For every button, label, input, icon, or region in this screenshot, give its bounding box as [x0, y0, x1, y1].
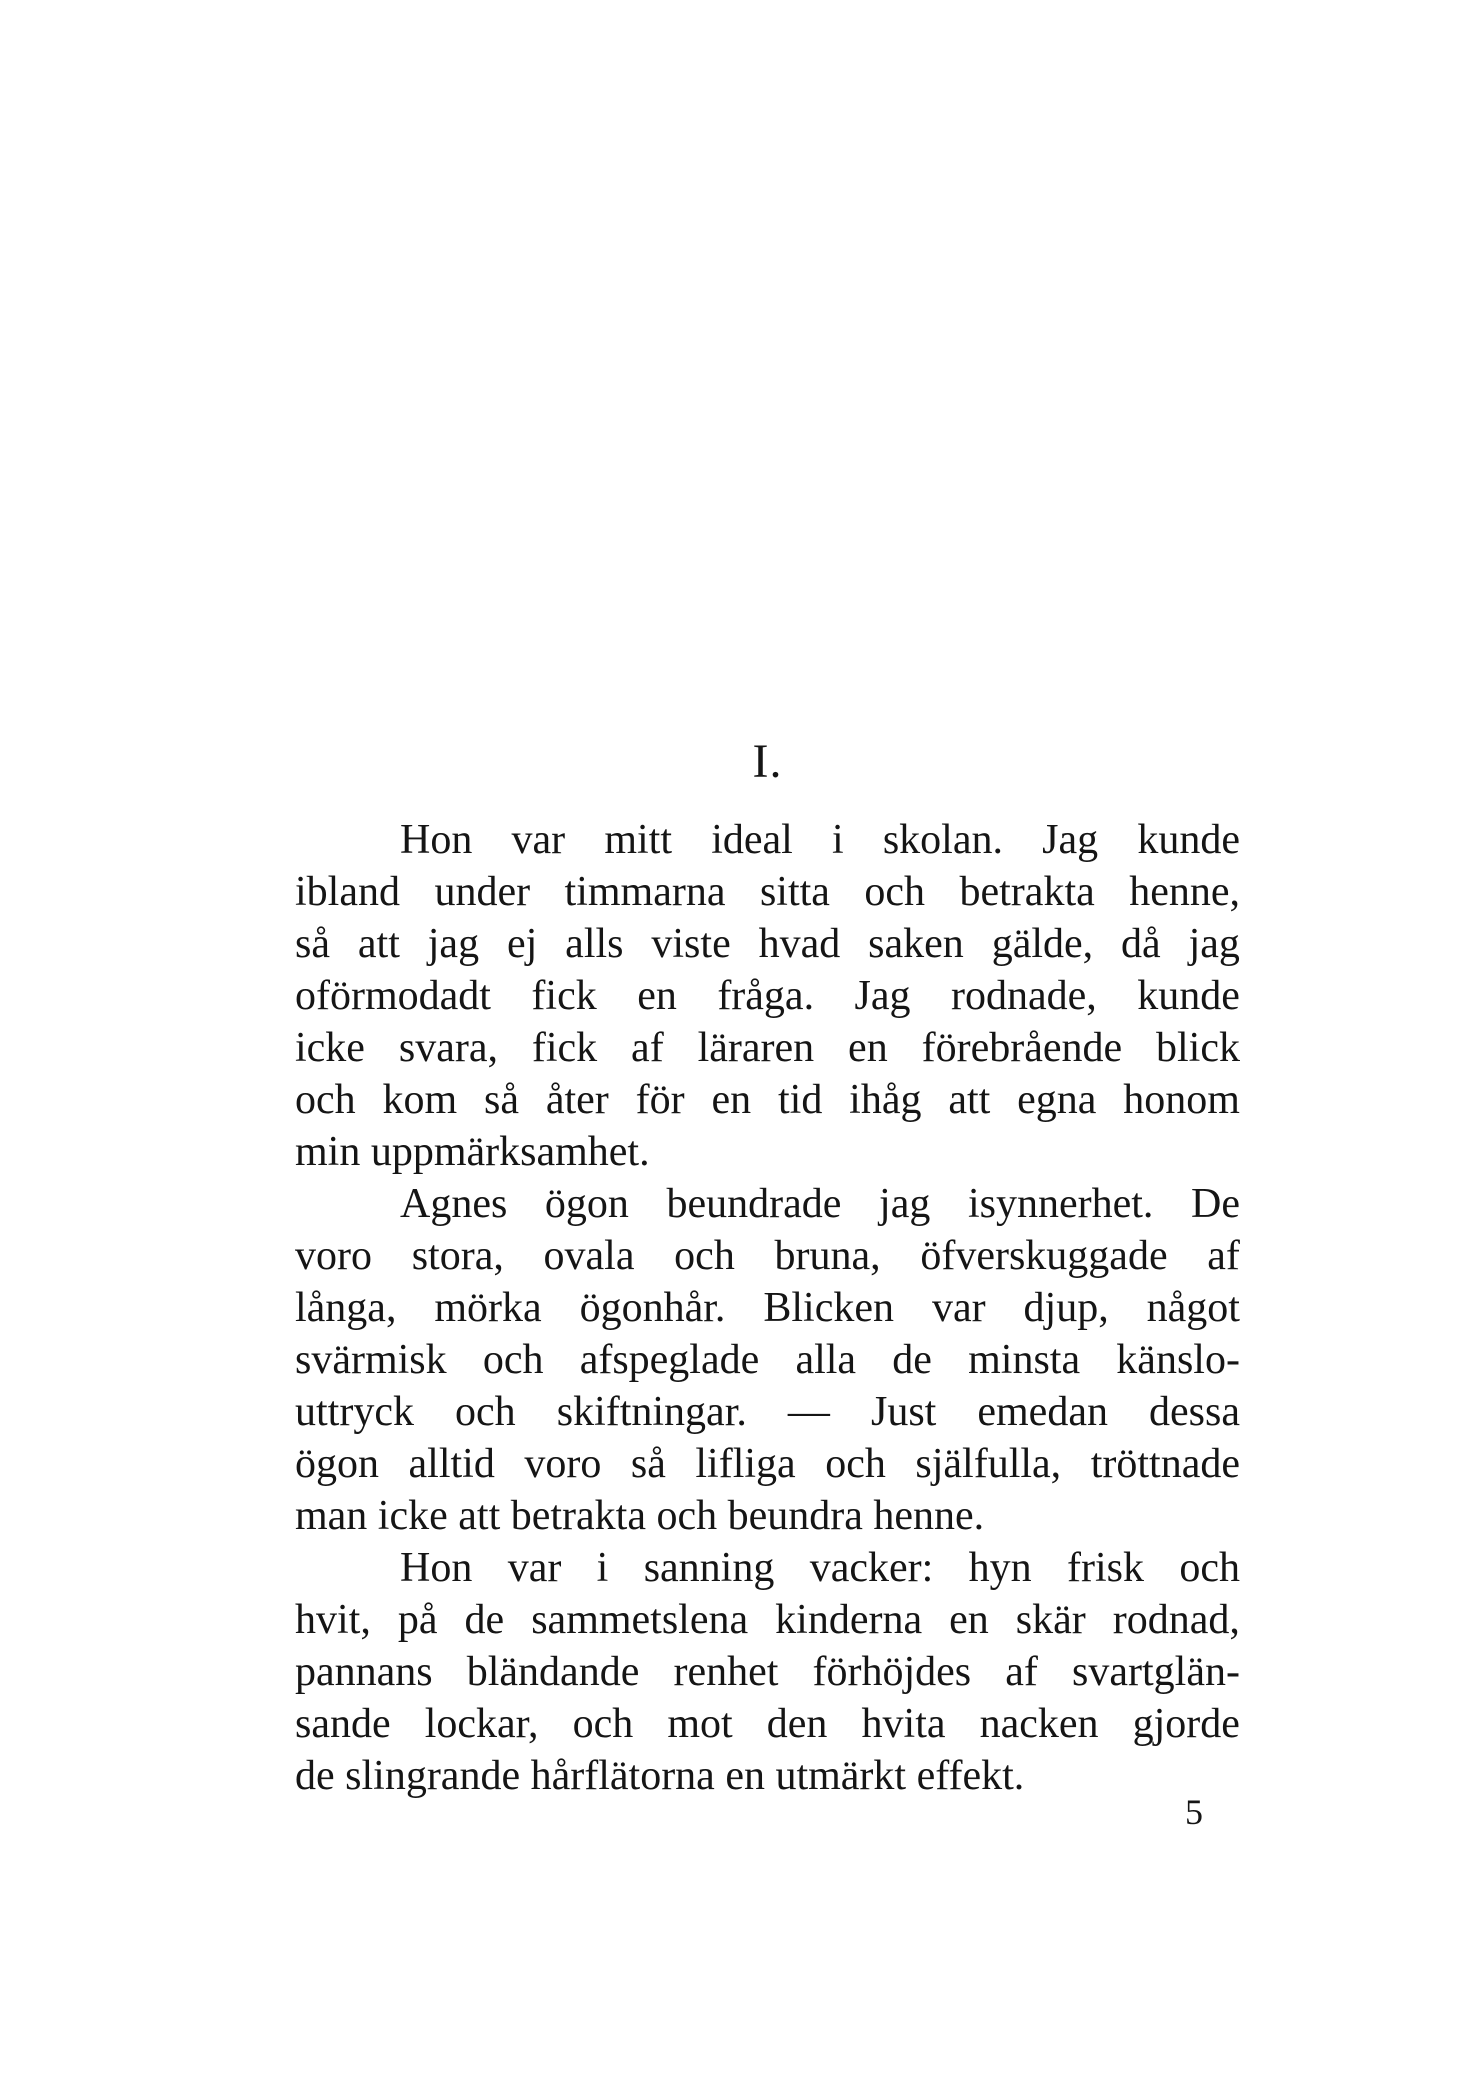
word: skolan. [882, 817, 1003, 863]
paragraph-1 [295, 814, 1240, 1178]
word: af [1207, 1233, 1240, 1279]
word: och [825, 1441, 886, 1487]
word: Just [870, 1389, 937, 1435]
word: rodnad, [1112, 1597, 1240, 1643]
word: Hon [400, 817, 473, 863]
word: i [831, 817, 844, 863]
word: och [482, 1337, 544, 1383]
word: alls [565, 921, 624, 967]
word: honom [1123, 1077, 1240, 1123]
word: Jag [854, 973, 911, 1019]
word: afspeglade [579, 1337, 760, 1383]
word: Jag [1042, 817, 1099, 863]
word: jag [1188, 921, 1240, 967]
word: då [1121, 921, 1161, 967]
word: hvad [758, 921, 841, 967]
word: frisk [1066, 1545, 1144, 1591]
word: mörka [434, 1285, 542, 1331]
word: så [484, 1077, 520, 1123]
word: ögonhår. [579, 1285, 726, 1331]
word: ihåg [849, 1077, 922, 1123]
word: svara, [398, 1025, 498, 1071]
word: vacker: [809, 1545, 934, 1591]
word: emedan [977, 1389, 1108, 1435]
word: var [931, 1285, 986, 1331]
text-line [295, 814, 1240, 866]
word: långa, [295, 1285, 397, 1331]
text-line [295, 1698, 1240, 1750]
word: henne, [1129, 869, 1240, 915]
word: lockar, [424, 1701, 539, 1747]
word: saken [868, 921, 964, 967]
word: beundrade [666, 1181, 842, 1227]
word: blick [1156, 1025, 1240, 1071]
word: sanning [643, 1545, 775, 1591]
word: jag [427, 921, 480, 967]
text-line [295, 1022, 1240, 1074]
word: åter [545, 1077, 609, 1123]
word: oförmodadt [295, 973, 491, 1019]
text-line: man icke att betrakta och beundra henne. [295, 1493, 985, 1539]
word: voro [295, 1233, 372, 1279]
word: Blicken [763, 1285, 895, 1331]
word: gjorde [1132, 1701, 1240, 1747]
word: sitta [759, 869, 830, 915]
word: fick [531, 973, 597, 1019]
word: och [295, 1077, 356, 1123]
page-number: 5 [1185, 1792, 1203, 1832]
word: alla [795, 1337, 857, 1383]
word: och [864, 869, 926, 915]
word: betrakta [959, 869, 1095, 915]
word: att [357, 921, 400, 967]
word: hyn [968, 1545, 1032, 1591]
word: ögon [544, 1181, 629, 1227]
word: tid [777, 1077, 823, 1123]
text-line [295, 1178, 1240, 1230]
text-line [295, 1230, 1240, 1282]
word: hvita [861, 1701, 946, 1747]
word: en [637, 973, 677, 1019]
text-line [295, 1542, 1240, 1594]
text-line [295, 1594, 1240, 1646]
word: förebrående [921, 1025, 1123, 1071]
word: de [464, 1597, 505, 1643]
word: och [572, 1701, 634, 1747]
word: en [949, 1597, 989, 1643]
word: en [848, 1025, 888, 1071]
word: jag [879, 1181, 931, 1227]
word: — [787, 1389, 830, 1435]
word: att [948, 1077, 991, 1123]
word: stora, [411, 1233, 504, 1279]
word: svärmisk [295, 1337, 447, 1383]
word: fråga. [717, 973, 815, 1019]
word: kom [382, 1077, 458, 1123]
text-line [295, 970, 1240, 1022]
word: rodnade, [951, 973, 1097, 1019]
word: kunde [1137, 973, 1240, 1019]
word: alltid [408, 1441, 495, 1487]
word: skiftningar. [556, 1389, 747, 1435]
paragraph-3 [295, 1542, 1240, 1802]
word: på [397, 1597, 438, 1643]
word: ovala [543, 1233, 635, 1279]
word: mot [667, 1701, 733, 1747]
word: de [892, 1337, 932, 1383]
word: och [674, 1233, 735, 1279]
word: dessa [1149, 1389, 1240, 1435]
word: ej [506, 921, 538, 967]
word: fick [531, 1025, 598, 1071]
text-line [295, 1074, 1240, 1126]
text-line [295, 1282, 1240, 1334]
word: den [766, 1701, 828, 1747]
word: en [711, 1077, 752, 1123]
word: och [1179, 1545, 1240, 1591]
word: bländande [466, 1649, 640, 1695]
word: öfverskuggade [920, 1233, 1168, 1279]
word: ideal [711, 817, 793, 863]
word: Hon [400, 1545, 473, 1591]
word: läraren [697, 1025, 815, 1071]
word: kunde [1137, 817, 1240, 863]
word: isynnerhet. [967, 1181, 1154, 1227]
chapter-heading: I. [752, 735, 783, 788]
word: tröttnade [1090, 1441, 1240, 1487]
word: djup, [1023, 1285, 1109, 1331]
word: bruna, [774, 1233, 881, 1279]
text-line [295, 1438, 1240, 1490]
word: själfulla, [915, 1441, 1062, 1487]
word: nacken [979, 1701, 1099, 1747]
word: var [507, 1545, 562, 1591]
text-line [295, 1386, 1240, 1438]
word: icke [295, 1025, 365, 1071]
word: gälde, [991, 921, 1094, 967]
word: minsta [968, 1337, 1081, 1383]
paragraph-2 [295, 1178, 1240, 1542]
word: egna [1017, 1077, 1097, 1123]
word: sande [295, 1701, 391, 1747]
word: ibland [295, 869, 400, 915]
word: något [1146, 1285, 1240, 1331]
word: kinderna [775, 1597, 923, 1643]
text-line [295, 866, 1240, 918]
word: förhöjdes [812, 1649, 972, 1695]
word: af [1005, 1649, 1038, 1695]
word: sammetslena [531, 1597, 749, 1643]
word: i [596, 1545, 609, 1591]
text-line [295, 1646, 1240, 1698]
word: af [631, 1025, 664, 1071]
word: pannans [295, 1649, 433, 1695]
text-line: de slingrande hårflätorna en utmärkt effekt. [295, 1753, 1025, 1799]
text-line: min uppmärksamhet. [295, 1129, 650, 1175]
word: ögon [295, 1441, 379, 1487]
text-line [295, 1334, 1240, 1386]
word: och [455, 1389, 516, 1435]
word: känslo- [1116, 1337, 1240, 1383]
word: renhet [673, 1649, 779, 1695]
text-block [295, 735, 1240, 1802]
word: skär [1015, 1597, 1086, 1643]
word: uttryck [295, 1389, 414, 1435]
word: lifliga [695, 1441, 796, 1487]
word: under [434, 869, 531, 915]
word: svartglän- [1072, 1649, 1240, 1695]
word: voro [524, 1441, 602, 1487]
text-line [295, 918, 1240, 970]
word: mitt [604, 817, 673, 863]
word: så [295, 921, 330, 967]
word: viste [651, 921, 731, 967]
word: för [635, 1077, 685, 1123]
word: var [511, 817, 566, 863]
word: De [1190, 1181, 1240, 1227]
word: timmarna [564, 869, 726, 915]
word: Agnes [400, 1181, 508, 1227]
word: så [630, 1441, 666, 1487]
word: hvit, [295, 1597, 371, 1643]
